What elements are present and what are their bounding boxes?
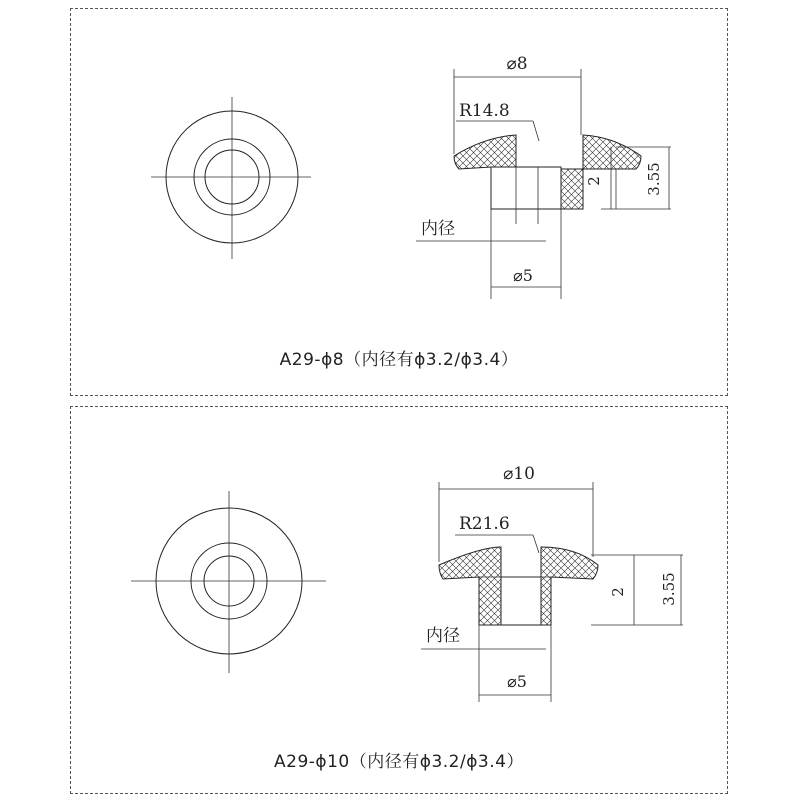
total-height-label: 3.55	[645, 162, 663, 196]
outer-diameter-label: ⌀10	[503, 464, 535, 484]
outer-diameter-label: ⌀8	[506, 54, 528, 74]
bore	[501, 577, 541, 625]
section-view	[421, 464, 683, 702]
stem-height-label: 2	[609, 587, 627, 597]
stem-height-label: 2	[585, 176, 603, 186]
top-view	[131, 491, 326, 673]
inner-diameter-label: 内径	[421, 219, 455, 239]
technical-drawing-1	[71, 9, 729, 397]
hatched-section-right	[541, 547, 598, 625]
technical-drawing-2	[71, 407, 729, 795]
total-height-label: 3.55	[660, 572, 678, 606]
inner-diameter-label: 内径	[426, 626, 460, 646]
radius-label: R21.6	[459, 514, 510, 534]
section-view	[416, 54, 671, 299]
stem-diameter-label: ⌀5	[507, 672, 527, 691]
drawing-panel-2	[70, 406, 728, 794]
drawing-panel-1	[70, 8, 728, 396]
hatched-section-right	[561, 135, 641, 209]
hatched-section-left	[439, 547, 501, 625]
panel-caption: A29-ϕ8（内径有ϕ3.2/ϕ3.4）	[279, 350, 519, 370]
radius-label: R14.8	[459, 101, 510, 121]
top-view	[151, 97, 311, 259]
bore	[491, 167, 561, 209]
panel-caption: A29-ϕ10（内径有ϕ3.2/ϕ3.4）	[274, 752, 524, 772]
stem-diameter-label: ⌀5	[513, 266, 533, 285]
